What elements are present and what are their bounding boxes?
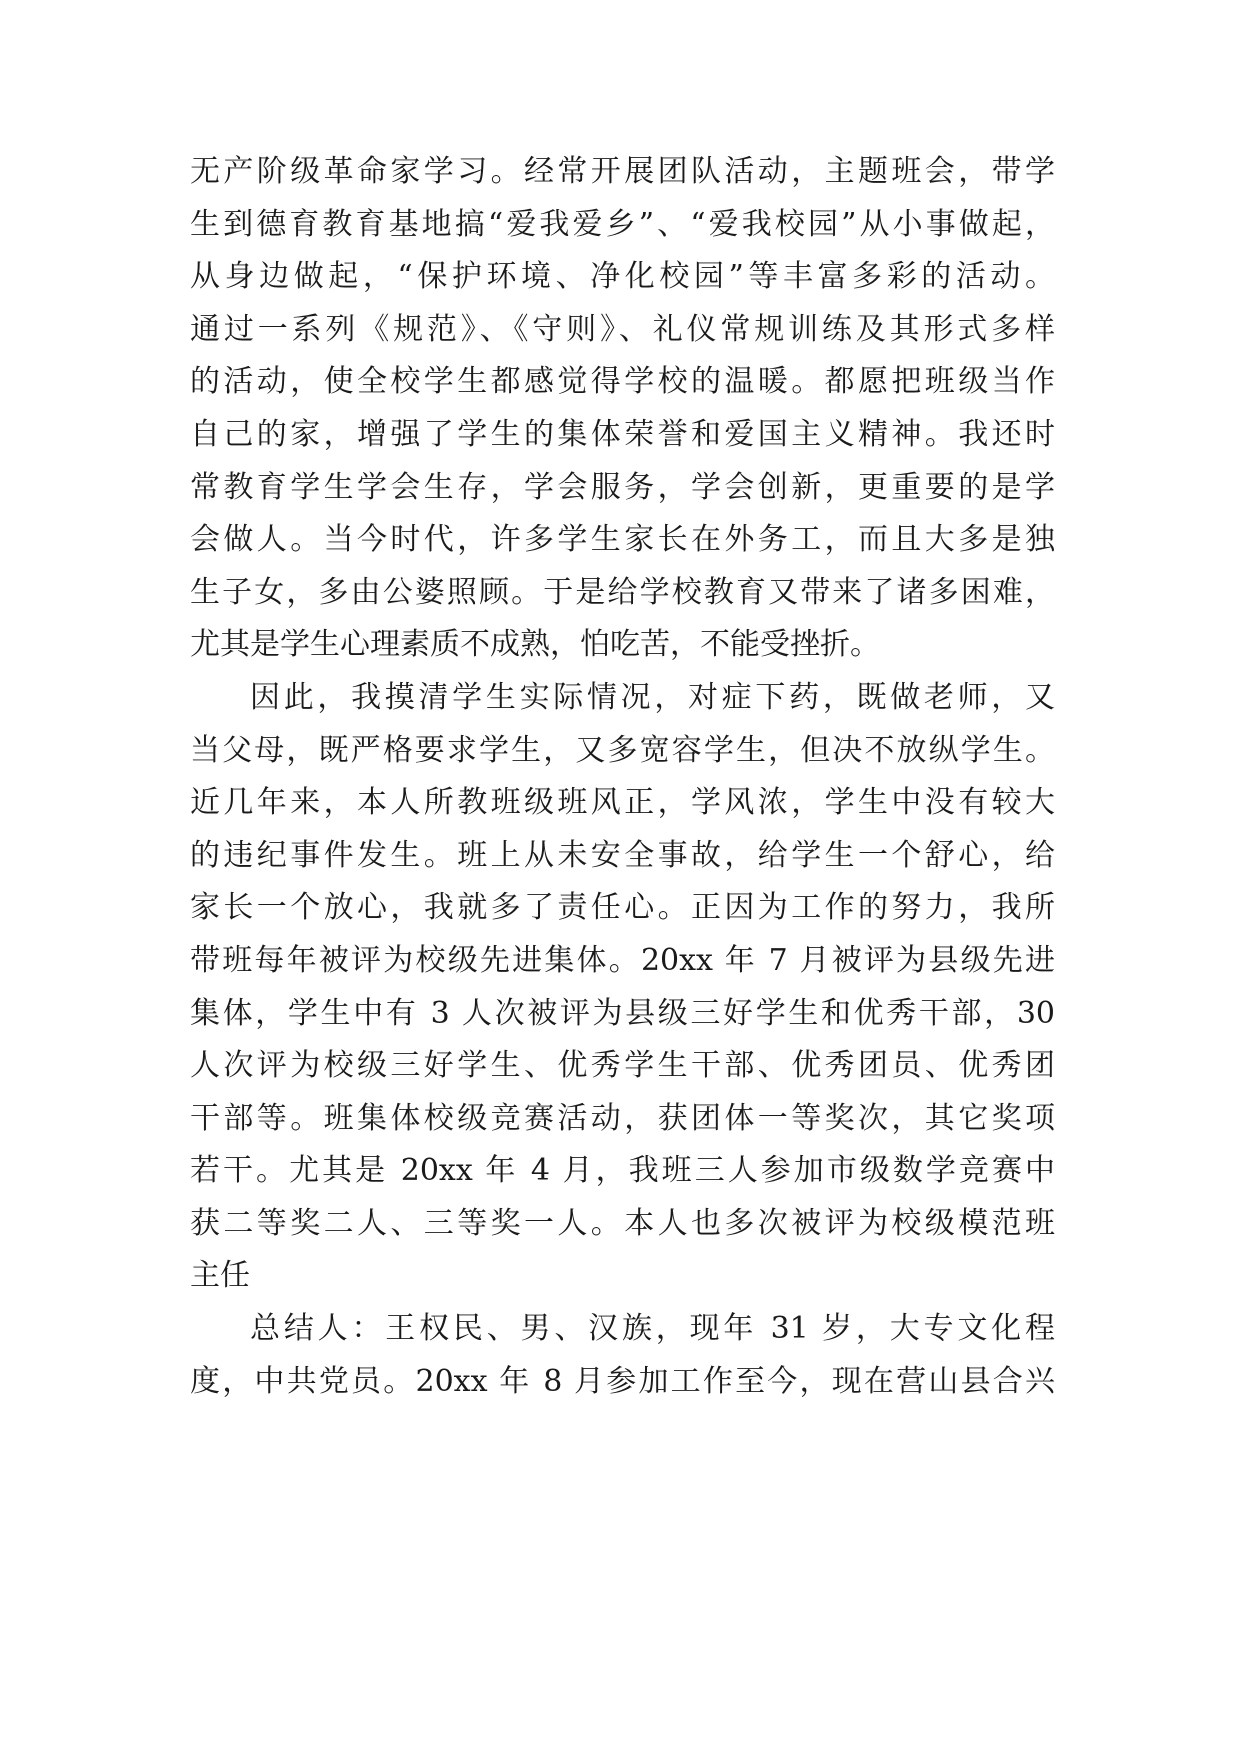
text-line: 的违纪事件发生。班上从未安全事故，给学生一个舒心，给	[190, 837, 1055, 873]
text-line: 带班每年被评为校级先进集体。20xx 年 7 月被评为县级先进	[190, 942, 1055, 978]
document-body	[190, 146, 1055, 1408]
text-line: 无产阶级革命家学习。经常开展团队活动，主题班会，带学	[190, 154, 1055, 189]
text-line: 度，中共党员。20xx 年 8 月参加工作至今，现在营山县合兴	[190, 1363, 1055, 1399]
text-line: 通过一系列《规范》、《守则》、礼仪常规训练及其形式多样	[190, 311, 1055, 347]
paragraph-3	[190, 1303, 1055, 1408]
text-line: 近几年来，本人所教班级班风正，学风浓，学生中没有较大	[190, 785, 1055, 821]
text-line-indented: 总结人：王权民、男、汉族，现年 31 岁，大专文化程	[250, 1311, 1055, 1347]
text-line: 尤其是学生心理素质不成熟，怕吃苦，不能受挫折。	[190, 627, 880, 663]
text-line: 的活动，使全校学生都感觉得学校的温暖。都愿把班级当作	[190, 364, 1055, 400]
text-line: 主任	[190, 1258, 250, 1294]
text-line: 当父母，既严格要求学生，又多宽容学生，但决不放纵学生。	[190, 732, 1055, 768]
text-line: 干部等。班集体校级竞赛活动，获团体一等奖次，其它奖项	[190, 1100, 1055, 1136]
text-line: 会做人。当今时代，许多学生家长在外务工，而且大多是独	[190, 522, 1055, 558]
text-line: 生子女，多由公婆照顾。于是给学校教育又带来了诸多困难，	[190, 574, 1055, 610]
text-line: 若干。尤其是 20xx 年 4 月，我班三人参加市级数学竞赛中	[190, 1153, 1055, 1189]
text-line: 从身边做起，“保护环境、净化校园”等丰富多彩的活动。	[190, 259, 1055, 295]
text-line: 获二等奖二人、三等奖一人。本人也多次被评为校级模范班	[190, 1205, 1055, 1241]
text-line-indented: 因此，我摸清学生实际情况，对症下药，既做老师，又	[250, 679, 1055, 715]
text-line: 人次评为校级三好学生、优秀学生干部、优秀团员、优秀团	[190, 1048, 1055, 1084]
paragraph-1	[190, 146, 1055, 672]
text-line: 家长一个放心，我就多了责任心。正因为工作的努力，我所	[190, 890, 1055, 926]
text-line: 自己的家，增强了学生的集体荣誉和爱国主义精神。我还时	[190, 416, 1055, 452]
text-line: 集体，学生中有 3 人次被评为县级三好学生和优秀干部，30	[190, 995, 1055, 1031]
paragraph-2	[190, 672, 1055, 1303]
text-line: 生到德育教育基地搞“爱我爱乡”、“爱我校园”从小事做起，	[190, 206, 1055, 242]
text-line: 常教育学生学会生存，学会服务，学会创新，更重要的是学	[190, 469, 1055, 505]
